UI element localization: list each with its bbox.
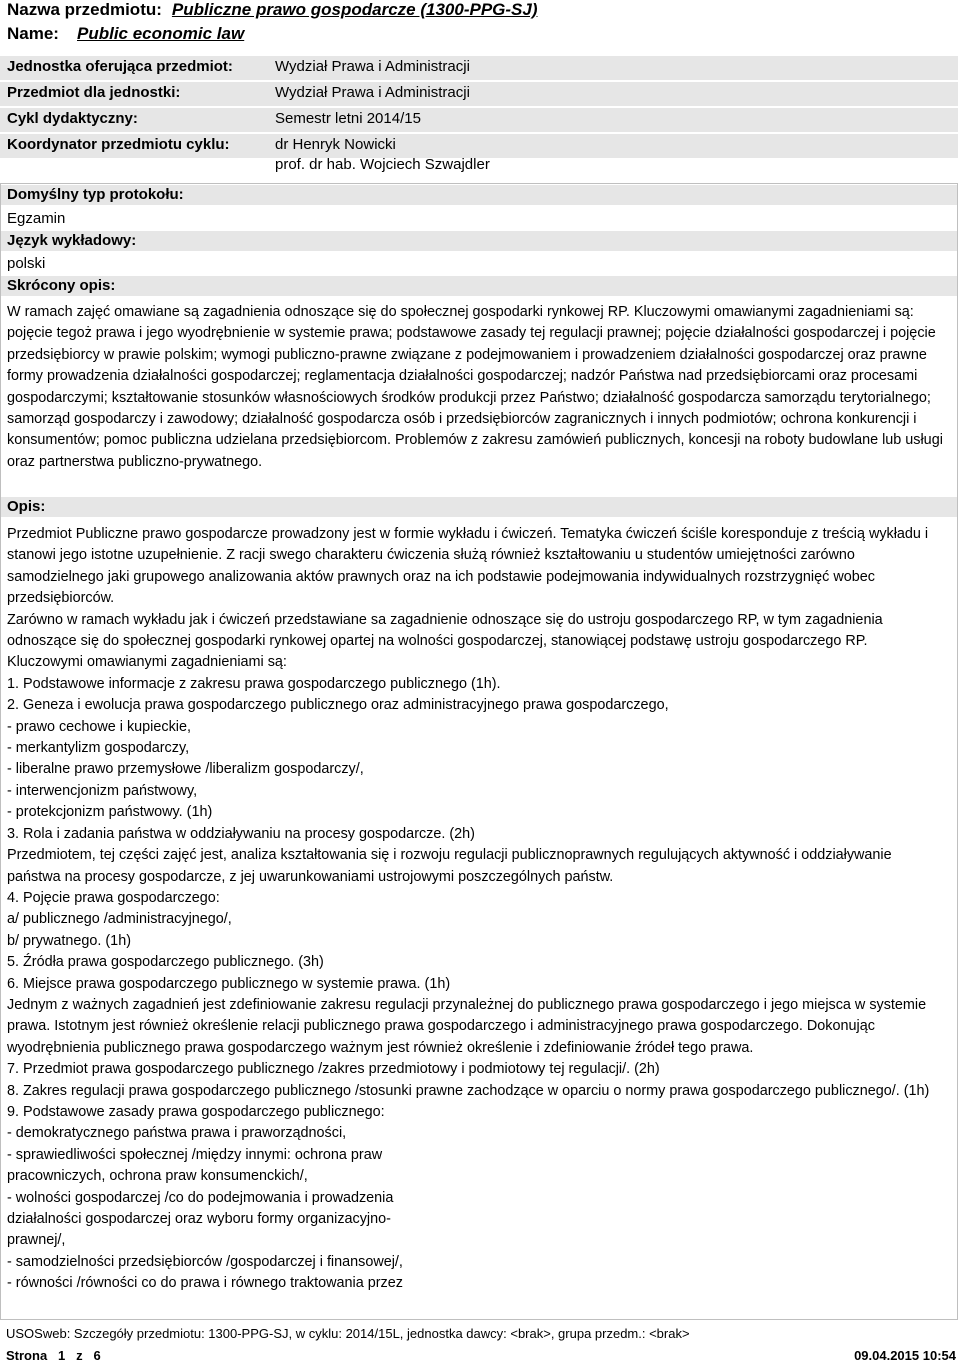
description-line: b/ prywatnego. (1h) [7,932,131,949]
description-line: Zarówno w ramach wykładu jak i ćwiczeń przedstawiane sa zagadnienie odnoszące się do ustroju gospodarczego RP, w tym zagadnienia odnoszące się do społecznej gospodarki rynkowej opartej na wolności gospodarczej, stanowiącej podstawę ustroju gospodarczego RP. [7,611,883,650]
course-title-label: Nazwa przedmiotu: [7,0,162,19]
description-line: pracowniczych, ochrona praw konsumenckich/, [7,1168,308,1185]
description-line: - merkantylizm gospodarczy, [7,740,190,757]
details-section [0,183,958,1320]
description-line: - równości /równości co do prawa i równego traktowania przez [7,1275,403,1292]
description-line: Przedmiot Publiczne prawo gospodarcze prowadzony jest w formie wykładu i ćwiczeń. Tematyka ćwiczeń ściśle koresponduje z treścią wykładu i stanowi jego istotne uzupełnienie. Z racji swego charakteru ćwiczenia służą również kształtowaniu u studentów umiejętności zarówno samodzielnego jaki grupowego analizowania aktów prawnych oraz na ich podstawie podejmowania indywidualnych rozstrzygnięć wobec przedsiębiorców. [7,526,929,607]
course-title-value: Publiczne prawo gospodarcze (1300-PPG-SJ) [171,0,538,19]
info-value: Wydział Prawa i Administracji [275,58,470,75]
page-current: 1 [58,1348,66,1363]
description-line: - wolności gospodarczej /co do podejmowania i prowadzenia [7,1189,394,1206]
info-value: dr Henryk Nowicki [275,136,396,153]
description-line: 5. Źródła prawa gospodarczego publicznego. (3h) [7,954,324,971]
info-value: Semestr letni 2014/15 [275,110,421,127]
info-label: Jednostka oferująca przedmiot: [7,58,233,75]
description-line: - demokratycznego państwa prawa i praworządności, [7,1125,347,1142]
description-line: działalności gospodarczej oraz wyboru formy organizacyjno- [7,1211,391,1227]
description-line: 9. Podstawowe zasady prawa gospodarczego publicznego: [7,1103,385,1120]
description-line: - liberalne prawo przemysłowe /liberalizm gospodarczy/, [7,761,364,778]
info-label: Cykl dydaktyczny: [7,110,138,127]
description-line: Przedmiotem, tej części zajęć jest, analiza kształtowania się i rozwoju regulacji publicznoprawnych regulujących aktywność i oddziaływanie państwa na procesy gospodarcze, z jej uwarunkowaniami ustrojowymi poszczególnych państw. [7,847,892,885]
info-row-bg [0,108,958,132]
course-name-value: Public economic law [77,24,245,43]
course-name-row [7,24,244,44]
info-label: Koordynator przedmiotu cyklu: [7,136,230,153]
description-text [7,524,947,1295]
protocol-value: Egzamin [7,210,66,227]
description-line: - samodzielności przedsiębiorców /gospodarczej i finansowej/, [7,1253,403,1270]
course-name-label: Name: [7,24,59,43]
description-line: 6. Miejsce prawa gospodarczego publicznego w systemie prawa. (1h) [7,975,451,992]
page-label: Strona [6,1348,48,1363]
page-total: 6 [93,1348,101,1363]
description-line: Jednym z ważnych zagadnień jest zdefiniowanie zakresu regulacji przynależnej do publicznego prawa gospodarczego i jego miejsca w systemie prawa. Istotnym jest również określenie relacji publicznego prawa gospodarczego i administracyjnego prawa gospodarczego. Dokonując wyodrębnienia publicznego prawa gospodarczego ważnym jest również określenie i zdefiniowanie źródeł tego prawa. [7,996,927,1056]
description-line: prawnej/, [7,1232,66,1249]
description-line: - protekcjonizm państwowy. (1h) [7,804,213,821]
description-line: 4. Pojęcie prawa gospodarczego: [7,889,220,906]
description-line: - sprawiedliwości społecznej /między innymi: ochrona praw [7,1146,383,1163]
short-desc-paragraph: W ramach zajęć omawiane są zagadnienia odnoszące się do społecznej gospodarki rynkowej RP. Kluczowymi omawianymi zagadnieniami są: pojęcie tegoż prawa i jego wyodrębnienie w systemie prawa; podstawowe zasady tej regulacji prawnej; pojęcie działalności gospodarczej i pojęcie przedsiębiorcy w prawie polskim; wymogi publiczno-prawne związane z podejmowaniem i prowadzeniem działalności gospodarczej oraz prawne formy prowadzenia działalności gospodarczej; reglamentacja działalności gospodarczej; nadzór Państwa nad przedsiębiorcami oraz procesami gospodarczymi; kształtowanie stosunków własnościowych środków produkcji przez Państwo; działalność gospodarcza samorządu terytorialnego; samorząd gospodarczy i zawodowy; działalność gospodarcza osób i przedsiębiorców zagranicznych i innych podmiotów; ochrona konkurencji i konsumentów; pomoc publiczna udzielana przedsiębiorcom. Problemów z zakresu zamówień publicznych, koncesji na roboty budowlane lub usługi oraz partnerstwa publiczno-prywatnego. [7,304,943,470]
description-line: 1. Podstawowe informacje z zakresu prawa gospodarczego publicznego (1h). [7,675,501,692]
description-line: - prawo cechowe i kupieckie, [7,718,191,735]
info-value-secondary: prof. dr hab. Wojciech Szwajdler [275,156,490,173]
short-desc-label: Skrócony opis: [1,276,957,296]
description-line: Kluczowymi omawianymi zagadnieniami są: [7,654,287,671]
info-value: Wydział Prawa i Administracji [275,84,470,101]
course-title-row [7,0,538,20]
description-line: 2. Geneza i ewolucja prawa gospodarczego publicznego oraz administracyjnego prawa gospodarczego, [7,697,669,714]
language-value: polski [7,255,46,272]
description-line: a/ publicznego /administracyjnego/, [7,911,232,928]
footer-date: 09.04.2015 10:54 [854,1348,956,1363]
protocol-label: Domyślny typ protokołu: [1,185,957,205]
description-label: Opis: [1,497,957,517]
language-label: Język wykładowy: [1,231,957,251]
footer-source: USOSweb: Szczegóły przedmiotu: 1300-PPG-SJ, w cyklu: 2014/15L, jednostka dawcy: <brak>, grupa przedm.: <brak> [6,1326,690,1341]
short-desc-text [7,302,947,473]
description-line: 8. Zakres regulacji prawa gospodarczego publicznego /stosunki prawne zachodzące w oparciu o normy prawa gospodarczego publicznego/. (1h) [7,1082,930,1099]
page-separator: z [76,1348,83,1363]
description-line: 7. Przedmiot prawa gospodarczego publicznego /zakres przedmiotowy i podmiotowy tej regulacji/. (2h) [7,1061,660,1078]
info-label: Przedmiot dla jednostki: [7,84,181,101]
description-line: 3. Rola i zadania państwa w oddziaływaniu na procesy gospodarcze. (2h) [7,825,475,842]
description-line: - interwencjonizm państwowy, [7,782,198,799]
